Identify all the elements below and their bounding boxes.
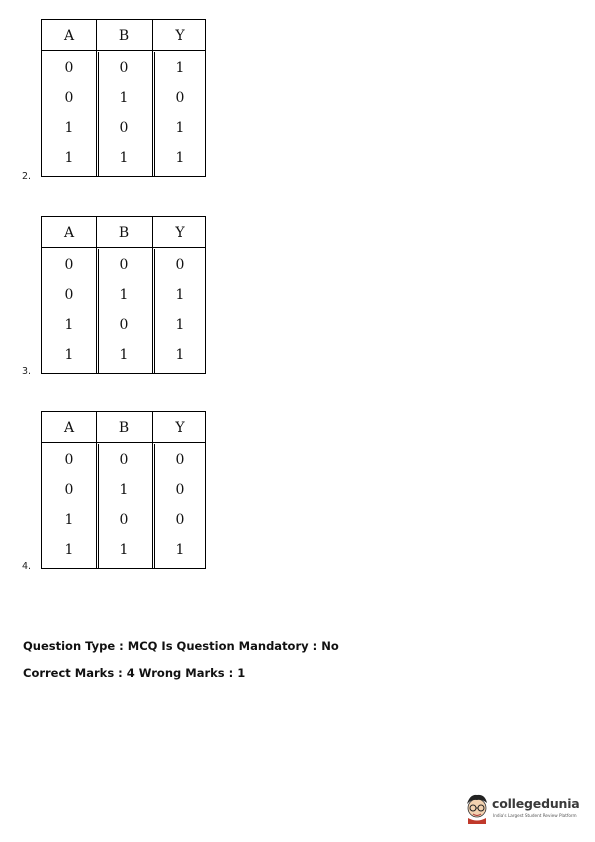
table-cell: 0 — [175, 257, 185, 273]
table-cell: 1 — [119, 150, 129, 166]
table-cell: 1 — [119, 347, 129, 363]
table-cell: 0 — [119, 512, 129, 528]
truth-table — [41, 411, 206, 569]
column-header: B — [118, 420, 130, 436]
table-cell: 1 — [175, 120, 185, 136]
table-cell: 0 — [119, 257, 129, 273]
table-cell: 0 — [175, 452, 185, 468]
logo-wordmark: collegedunia — [492, 796, 580, 811]
table-cell: 1 — [175, 287, 185, 303]
table-cell: 0 — [175, 90, 185, 106]
option-number: 4. — [22, 561, 32, 572]
table-cell: 1 — [175, 542, 185, 558]
table-cell: 0 — [64, 482, 74, 498]
table-cell: 1 — [64, 317, 74, 333]
column-header: B — [118, 225, 130, 241]
column-header: A — [63, 420, 75, 436]
table-cell: 1 — [175, 60, 185, 76]
table-cell: 0 — [119, 317, 129, 333]
table-cell: 0 — [119, 60, 129, 76]
table-cell: 1 — [175, 317, 185, 333]
table-cell: 1 — [64, 512, 74, 528]
column-header: A — [63, 28, 75, 44]
table-cell: 0 — [64, 287, 74, 303]
truth-table — [41, 19, 206, 177]
table-cell: 1 — [119, 90, 129, 106]
table-cell: 1 — [119, 482, 129, 498]
table-cell: 1 — [175, 150, 185, 166]
table-cell: 1 — [119, 542, 129, 558]
mascot-icon — [462, 790, 492, 824]
table-cell: 0 — [64, 60, 74, 76]
table-cell: 1 — [119, 287, 129, 303]
table-cell: 0 — [64, 90, 74, 106]
table-cell: 1 — [175, 347, 185, 363]
table-cell: 0 — [64, 257, 74, 273]
column-header: Y — [175, 28, 185, 44]
table-cell: 1 — [64, 120, 74, 136]
column-header: Y — [175, 420, 185, 436]
table-rule — [42, 247, 205, 248]
collegedunia-logo — [462, 790, 582, 830]
option-number: 3. — [22, 366, 32, 377]
table-cell: 1 — [64, 542, 74, 558]
question-type-line: Question Type : MCQ Is Question Mandatory : No — [23, 639, 339, 653]
table-rule — [42, 50, 205, 51]
table-cell: 1 — [64, 347, 74, 363]
table-cell: 0 — [64, 452, 74, 468]
logo-tagline: India's Largest Student Review Platform — [493, 813, 577, 818]
table-cell: 0 — [119, 452, 129, 468]
truth-table — [41, 216, 206, 374]
table-cell: 1 — [64, 150, 74, 166]
table-cell: 0 — [175, 512, 185, 528]
table-cell: 0 — [175, 482, 185, 498]
table-cell: 0 — [119, 120, 129, 136]
table-rule — [42, 442, 205, 443]
option-number: 2. — [22, 171, 32, 182]
column-header: B — [118, 28, 130, 44]
column-header: A — [63, 225, 75, 241]
column-header: Y — [175, 225, 185, 241]
marks-line: Correct Marks : 4 Wrong Marks : 1 — [23, 666, 246, 680]
